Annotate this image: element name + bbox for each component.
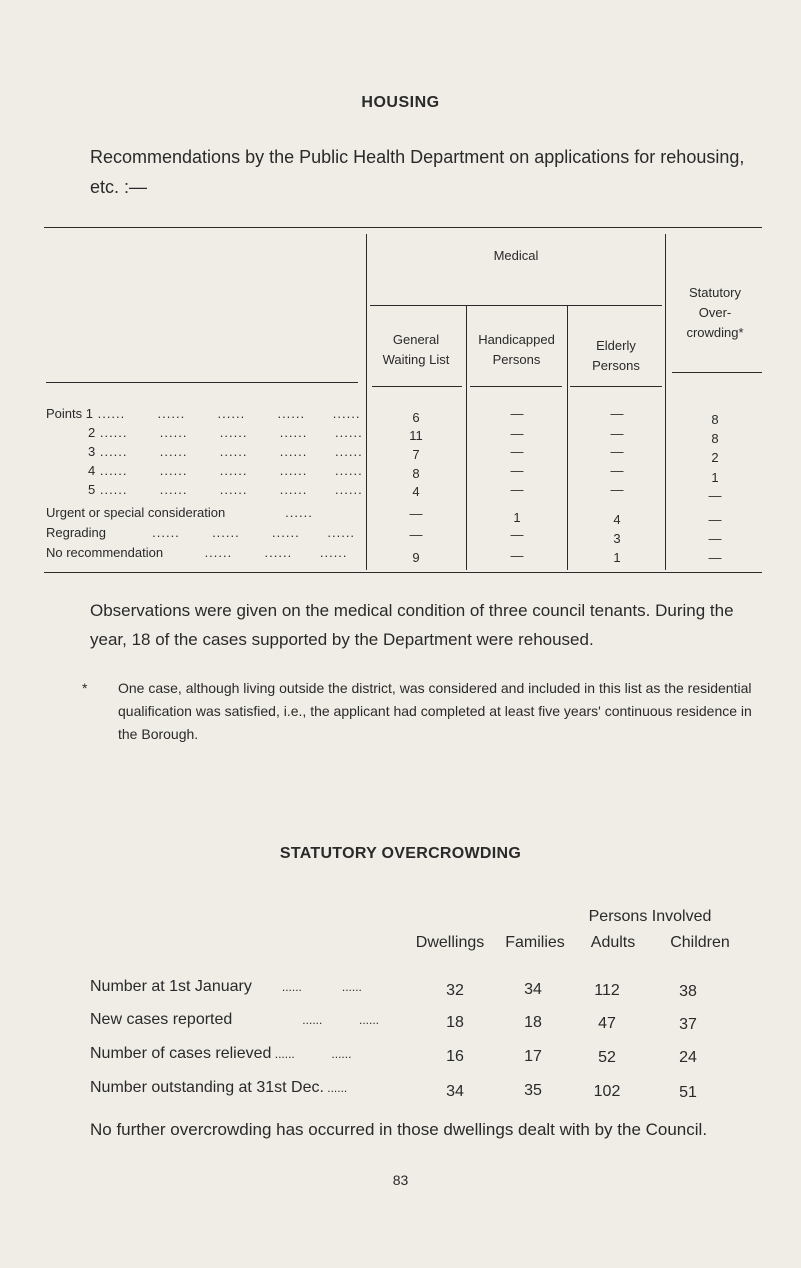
table-cell: 18 — [446, 1014, 464, 1031]
persons-involved-header: Persons Involved — [588, 908, 712, 925]
children-header: Children — [670, 934, 730, 951]
table-cell: — — [409, 506, 423, 521]
handicapped-persons-header: Handicapped Persons — [478, 332, 555, 367]
header-underline — [672, 372, 762, 373]
table-cell: — — [708, 512, 722, 527]
header-underline — [470, 386, 562, 387]
table-cell: 6 — [412, 410, 420, 425]
table-cell: — — [510, 463, 524, 478]
table-cell: 7 — [412, 447, 420, 462]
table-cell: 34 — [446, 1083, 464, 1100]
table-cell: 18 — [524, 1014, 542, 1031]
table-cell: 24 — [679, 1049, 697, 1066]
col-divider — [366, 234, 367, 570]
table-row-label: 5 ...... ...... ...... ...... ...... — [88, 482, 363, 497]
table-cell: — — [409, 527, 423, 542]
table-cell: — — [510, 482, 524, 497]
table-cell: 1 — [613, 550, 621, 565]
table-cell: 38 — [679, 983, 697, 1000]
overcrowding-footer: No further overcrowding has occurred in those dwellings dealt with by the Council. — [90, 1120, 708, 1139]
table-cell: 11 — [409, 428, 423, 443]
dwellings-header: Dwellings — [415, 934, 485, 951]
table-row-label: Number at 1st January ...... ...... — [90, 978, 362, 995]
table-cell: — — [510, 406, 524, 421]
table-row-label: Points 1 ...... ...... ...... ...... ...... — [46, 406, 361, 421]
table-cell: 2 — [711, 450, 719, 465]
table-cell: — — [708, 531, 722, 546]
table-cell: 37 — [679, 1016, 697, 1033]
table-cell: — — [610, 406, 624, 421]
table-cell: 32 — [446, 982, 464, 999]
page-title: HOUSING — [361, 94, 440, 111]
table-cell: 8 — [711, 431, 719, 446]
intro-paragraph: Recommendations by the Public Health Department on applications for rehousing, etc. :— — [90, 147, 745, 197]
table-cell: 4 — [412, 484, 420, 499]
table-cell: — — [510, 444, 524, 459]
table-cell: 51 — [679, 1084, 697, 1101]
overcrowding-title: STATUTORY OVERCROWDING — [279, 845, 522, 862]
table-bottom-rule — [44, 572, 762, 573]
table-cell: 3 — [613, 531, 621, 546]
table-cell: 4 — [613, 512, 621, 527]
elderly-persons-header: Elderly Persons — [592, 338, 640, 373]
table-cell: 9 — [412, 550, 420, 565]
header-underline — [46, 382, 358, 383]
table-cell: 16 — [446, 1048, 464, 1065]
table-cell: 34 — [524, 981, 542, 998]
table-cell: 8 — [412, 466, 420, 481]
table-cell: — — [708, 550, 722, 565]
footnote-marker: * — [82, 680, 88, 696]
table-cell: 102 — [593, 1083, 621, 1100]
table-cell: 8 — [711, 412, 719, 427]
table-cell: 35 — [524, 1082, 542, 1099]
table-cell: 1 — [711, 470, 719, 485]
table-row-label: Number outstanding at 31st Dec. ...... — [90, 1079, 348, 1096]
table-cell: 47 — [598, 1015, 616, 1032]
table-cell: 112 — [594, 982, 620, 999]
header-underline — [372, 386, 462, 387]
table-cell: — — [610, 426, 624, 441]
table-cell: 1 — [513, 510, 521, 525]
page-number: 83 — [392, 1172, 409, 1188]
general-waiting-list-header: General Waiting List — [382, 332, 450, 367]
table-top-rule — [44, 227, 762, 228]
table-cell: — — [708, 488, 722, 503]
families-header: Families — [505, 934, 565, 951]
table-cell: — — [610, 463, 624, 478]
table-cell: — — [510, 426, 524, 441]
table-row-label: New cases reported ...... ...... — [90, 1011, 379, 1028]
table-cell: — — [610, 444, 624, 459]
statutory-overcrowding-header: Statutory Over- crowding* — [686, 285, 744, 340]
adults-header: Adults — [590, 934, 636, 951]
medical-header: Medical — [493, 248, 539, 263]
table-cell: 17 — [524, 1048, 542, 1065]
table-cell: — — [510, 548, 524, 563]
medical-underline — [370, 305, 662, 306]
table-row-label: Urgent or special consideration ...... — [46, 505, 313, 520]
footnote-text: One case, although living outside the district, was considered and included in this list as the residential qualification was satisfied, i.e., the applicant had completed at least five years' continuous residence in the Borough. — [118, 680, 752, 742]
table-row-label: Regrading ...... ...... ...... ...... — [46, 525, 356, 540]
table-row-label: 2 ...... ...... ...... ...... ...... — [88, 425, 363, 440]
table-row-label: Number of cases relieved ...... ...... — [90, 1045, 352, 1062]
table-cell: — — [510, 527, 524, 542]
header-underline — [570, 386, 662, 387]
observations-paragraph: Observations were given on the medical condition of three council tenants. During the year, 18 of the cases supported by the Department were rehoused. — [90, 601, 734, 649]
footnote — [82, 677, 752, 752]
table-row-label: 3 ...... ...... ...... ...... ...... — [88, 444, 363, 459]
table-row-label: 4 ...... ...... ...... ...... ...... — [88, 463, 363, 478]
table-cell: 52 — [598, 1049, 616, 1066]
table-cell: — — [610, 482, 624, 497]
table-row-label: No recommendation ...... ...... ...... — [46, 545, 348, 560]
